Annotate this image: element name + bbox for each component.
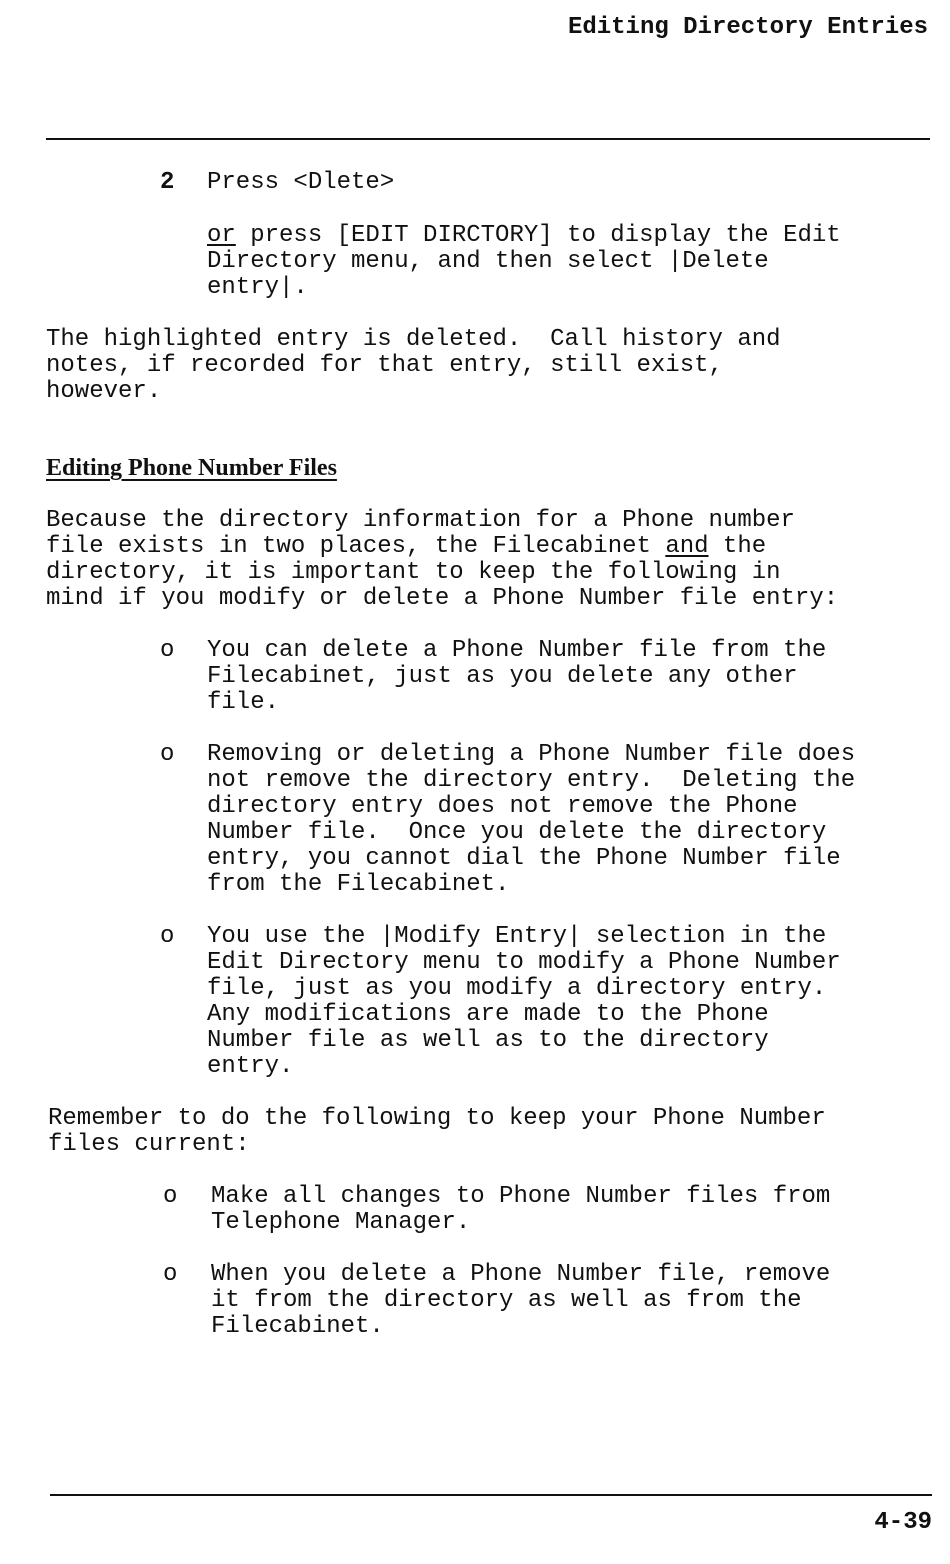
text-line: The highlighted entry is deleted. Call history and <box>46 326 781 353</box>
text-line: however. <box>46 378 162 405</box>
text-line: mind if you modify or delete a Phone Number file entry: <box>46 585 839 612</box>
text-line: file, just as you modify a directory entry. <box>207 975 827 1002</box>
step-number: 2 <box>160 169 175 196</box>
step-alternative-line3: entry|. <box>207 274 308 301</box>
text-line: directory entry does not remove the Phone <box>207 793 798 820</box>
text-line: directory, it is important to keep the following in <box>46 559 781 586</box>
text-line: You use the |Modify Entry| selection in the <box>207 923 827 950</box>
text-line: Filecabinet. <box>211 1313 384 1340</box>
text-span: the <box>708 533 767 560</box>
bullet-marker: o <box>160 741 175 768</box>
text-line: Telephone Manager. <box>211 1209 471 1236</box>
header-rule <box>46 138 930 140</box>
text-line: file. <box>207 689 280 716</box>
text-line: Number file as well as to the directory <box>207 1027 769 1054</box>
text-line: entry, you cannot dial the Phone Number file <box>207 845 841 872</box>
step-alternative <box>207 223 841 301</box>
text-line: entry. <box>207 1053 294 1080</box>
text-line: Remember to do the following to keep your Phone Number <box>48 1105 826 1132</box>
text-line: When you delete a Phone Number file, remove <box>211 1261 831 1288</box>
section-heading: Editing Phone Number Files <box>46 455 337 481</box>
bullet-marker: o <box>160 923 175 950</box>
text-line: from the Filecabinet. <box>207 871 510 898</box>
bullet-marker: o <box>163 1261 178 1288</box>
running-header-title: Editing Directory Entries <box>567 14 928 41</box>
text-line: Make all changes to Phone Number files from <box>211 1183 831 1210</box>
footer-rule <box>50 1494 932 1496</box>
bullet-item-remove-from-directory <box>211 1262 830 1340</box>
bullet-item-delete-file <box>207 638 826 716</box>
bullet-marker: o <box>163 1183 178 1210</box>
paragraph-because <box>46 508 838 612</box>
text-line: Removing or deleting a Phone Number file does <box>207 741 856 768</box>
page-number: 4-39 <box>874 1509 932 1536</box>
text-line: Any modifications are made to the Phone <box>207 1001 769 1028</box>
bullet-item-make-changes <box>211 1184 830 1236</box>
text-line: it from the directory as well as from the <box>211 1287 802 1314</box>
text-line: files current: <box>48 1131 250 1158</box>
bullet-marker: o <box>160 637 175 664</box>
step-instruction: Press <Dlete> <box>207 169 395 196</box>
paragraph-entry-deleted <box>46 327 781 405</box>
text-line: notes, if recorded for that entry, still exist, <box>46 352 723 379</box>
bullet-item-removing-file <box>207 742 855 898</box>
step-alternative-line2: Directory menu, and then select |Delete <box>207 248 769 275</box>
paragraph-remember <box>48 1106 826 1158</box>
text-line: Edit Directory menu to modify a Phone Number <box>207 949 841 976</box>
text-line: not remove the directory entry. Deleting the <box>207 767 856 794</box>
text-line <box>46 534 838 560</box>
or-emphasis: or <box>207 222 236 249</box>
bullet-item-modify-entry <box>207 924 841 1080</box>
text-line: Filecabinet, just as you delete any other <box>207 663 798 690</box>
text-line: You can delete a Phone Number file from the <box>207 637 827 664</box>
text-line: Because the directory information for a Phone number <box>46 507 795 534</box>
step-alternative-line1: press [EDIT DIRCTORY] to display the Edit <box>235 222 841 249</box>
text-line: Number file. Once you delete the directory <box>207 819 827 846</box>
text-span: file exists in two places, the Filecabinet <box>46 533 666 560</box>
and-emphasis: and <box>665 533 709 560</box>
